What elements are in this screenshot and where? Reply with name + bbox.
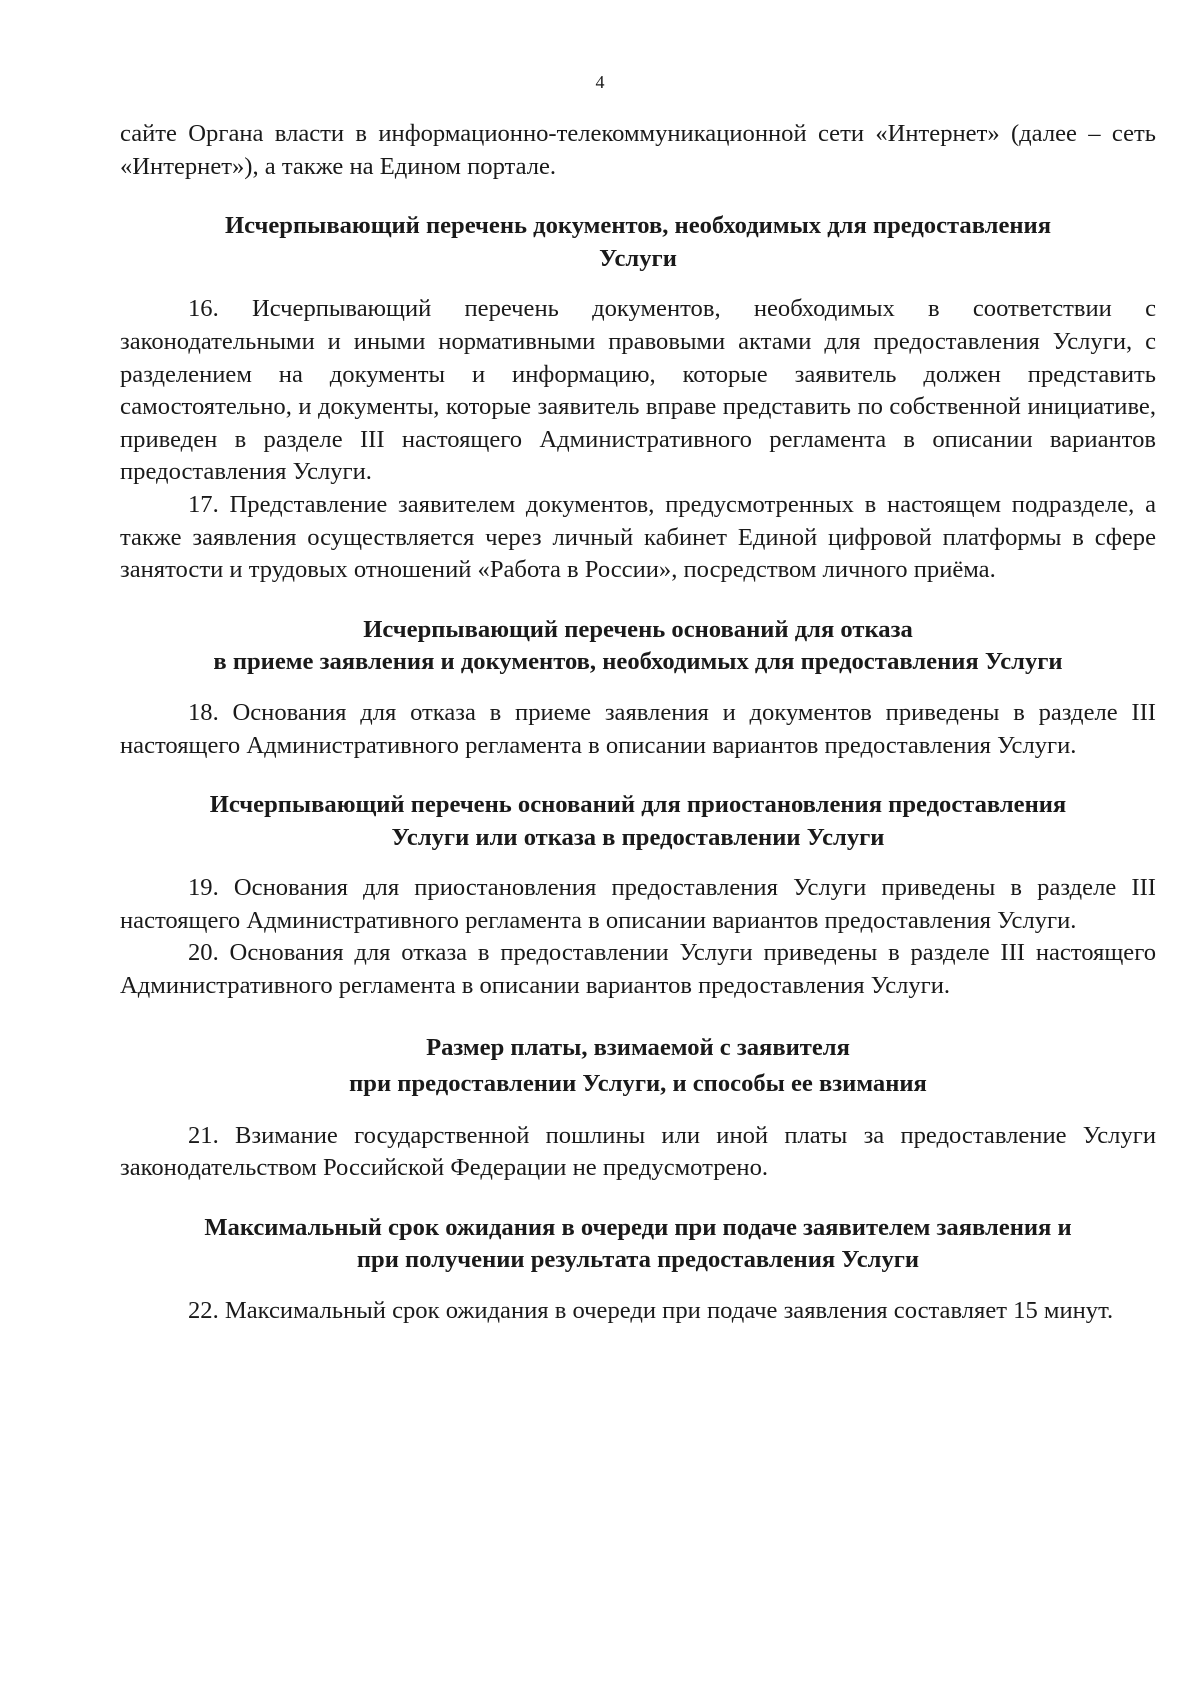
section-heading-line: при получении результата предоставления Услуги [356,1246,920,1274]
paragraph-22: 22. Максимальный срок ожидания в очереди при подаче заявления составляет 15 минут. [188,1297,1114,1325]
paragraph-17: 17. Представление заявителем документов, предусмотренных в настоящем подразделе, а также заявления осуществляется через личный кабинет Единой цифровой платформы в сфере занятости и трудовых отношений «Работа в России», посредством личного приёма. [120,490,1156,584]
intro-paragraph: сайте Органа власти в информационно-телекоммуникационной сети «Интернет» (далее – сеть «Интернет»), а также на Едином портале. [120,120,1156,180]
section-heading-line: Размер платы, взимаемой с заявителя [426,1033,850,1061]
document-body [120,118,1156,1328]
paragraph-21: 21. Взимание государственной пошлины или иной платы за предоставление Услуги законодательством Российской Федерации не предусмотрено. [120,1121,1156,1182]
paragraph-20: 20. Основания для отказа в предоставлении Услуги приведены в разделе III настоящего Административного регламента в описании вариантов предоставления Услуги. [120,939,1156,1000]
paragraph-18: 18. Основания для отказа в приеме заявления и документов приведены в разделе III настоящего Административного регламента в описании вариантов предоставления Услуги. [120,698,1156,759]
page-number: 4 [595,72,605,92]
section-heading-fee [120,1030,1156,1102]
section-heading-line: Исчерпывающий перечень оснований для приостановления предоставления [209,791,1067,819]
paragraph-16: 16. Исчерпывающий перечень документов, необходимых в соответствии с законодательными и иными нормативными правовыми актами для предоставления Услуги, с разделением на документы и информацию, которые заявитель должен представить самостоятельно, и документы, которые заявитель вправе представить по собственной инициативе, приведен в разделе III настоящего Административного регламента в описании вариантов предоставления Услуги. [120,295,1156,486]
section-heading-line: Исчерпывающий перечень документов, необходимых для предоставления [224,212,1052,240]
paragraph-19: 19. Основания для приостановления предоставления Услуги приведены в разделе III настоящего Административного регламента в описании вариантов предоставления Услуги. [120,874,1156,934]
section-heading-line: Услуги или отказа в предоставлении Услуги [391,823,885,851]
section-heading-suspension-refusal [120,789,1156,854]
section-heading-documents-list [120,210,1156,275]
section-heading-line: Исчерпывающий перечень оснований для отказа [363,615,913,643]
section-heading-queue-time [120,1212,1156,1277]
section-heading-refusal-acceptance [120,614,1156,679]
section-heading-line: в приеме заявления и документов, необходимых для предоставления Услуги [213,648,1063,676]
section-heading-line: Услуги [599,244,677,272]
section-heading-line: Максимальный срок ожидания в очереди при подаче заявителем заявления и [204,1213,1072,1241]
section-heading-line: при предоставлении Услуги, и способы ее взимания [349,1069,927,1097]
